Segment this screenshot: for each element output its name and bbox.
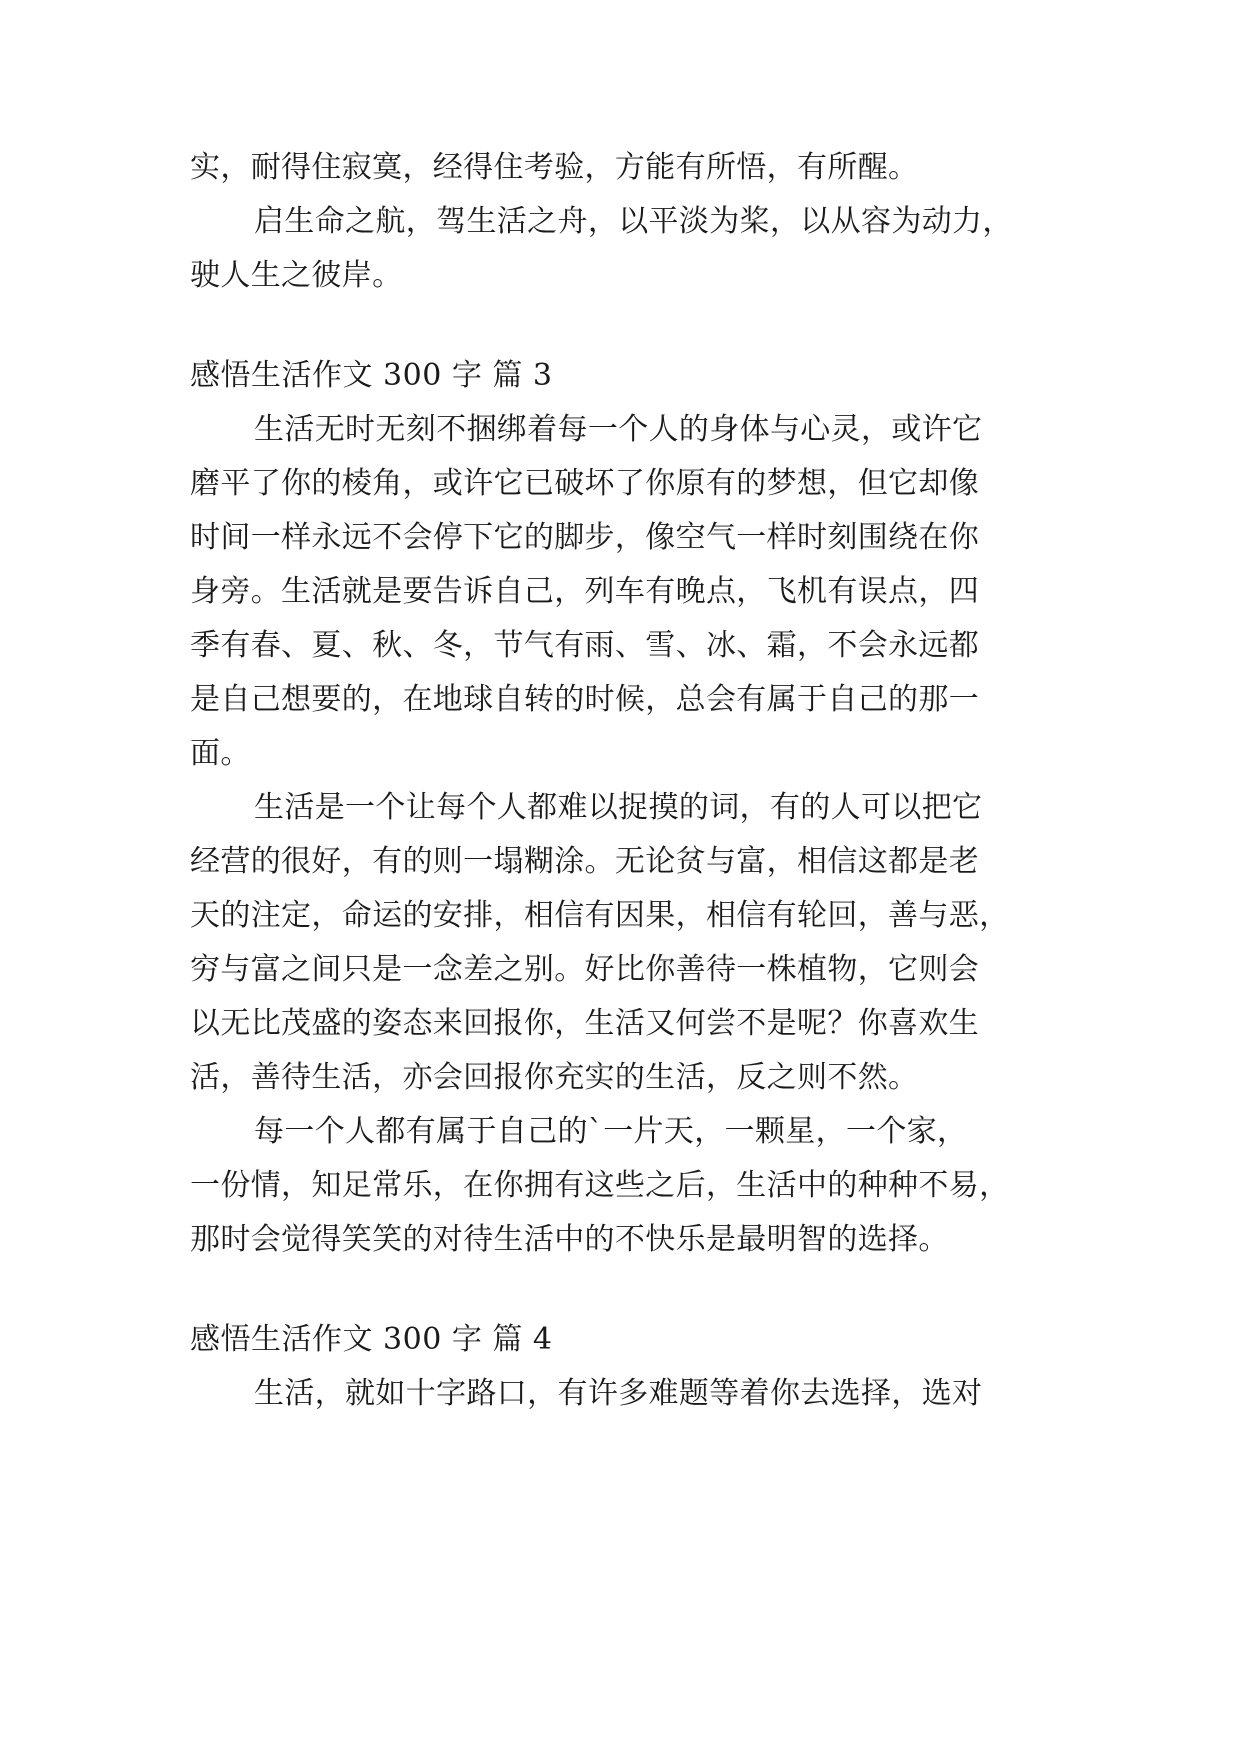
paragraph-line: 以无比茂盛的姿态来回报你，生活又何尝不是呢？你喜欢生 <box>190 1006 980 1041</box>
paragraph-line: 生活无时无刻不捆绑着每一个人的身体与心灵，或许它 <box>254 412 983 447</box>
paragraph-line: 每一个人都有属于自己的`一片天，一颗星，一个家， <box>254 1114 968 1149</box>
paragraph-line: 磨平了你的棱角，或许它已破坏了你原有的梦想，但它却像 <box>190 466 980 501</box>
paragraph-line: 是自己想要的，在地球自转的时候，总会有属于自己的那一 <box>190 682 980 717</box>
paragraph-line: 实，耐得住寂寞，经得住考验，方能有所悟，有所醒。 <box>190 150 919 185</box>
paragraph-line: 天的注定，命运的安排，相信有因果，相信有轮回，善与恶， <box>190 898 1010 933</box>
paragraph-line: 活，善待生活，亦会回报你充实的生活，反之则不然。 <box>190 1060 919 1095</box>
paragraph-line: 面。 <box>190 736 251 771</box>
paragraph-line: 经营的很好，有的则一塌糊涂。无论贫与富，相信这都是老 <box>190 844 980 879</box>
paragraph-line: 一份情，知足常乐，在你拥有这些之后，生活中的种种不易， <box>190 1168 1010 1203</box>
section-heading: 感悟生活作文 300 字 篇 3 <box>190 358 553 393</box>
paragraph-line: 生活是一个让每个人都难以捉摸的词，有的人可以把它 <box>254 790 983 825</box>
paragraph-line: 时间一样永远不会停下它的脚步，像空气一样时刻围绕在你 <box>190 520 980 555</box>
paragraph-line: 驶人生之彼岸。 <box>190 258 403 293</box>
paragraph-line: 生活，就如十字路口，有许多难题等着你去选择，选对 <box>254 1376 983 1411</box>
paragraph-line: 身旁。生活就是要告诉自己，列车有晚点，飞机有误点，四 <box>190 574 980 609</box>
paragraph-line: 季有春、夏、秋、冬，节气有雨、雪、冰、霜，不会永远都 <box>190 628 980 663</box>
section-heading: 感悟生活作文 300 字 篇 4 <box>190 1322 553 1357</box>
paragraph-line: 那时会觉得笑笑的对待生活中的不快乐是最明智的选择。 <box>190 1222 949 1257</box>
paragraph-line: 启生命之航，驾生活之舟，以平淡为桨，以从容为动力， <box>254 204 1013 239</box>
paragraph-line: 穷与富之间只是一念差之别。好比你善待一株植物，它则会 <box>190 952 980 987</box>
